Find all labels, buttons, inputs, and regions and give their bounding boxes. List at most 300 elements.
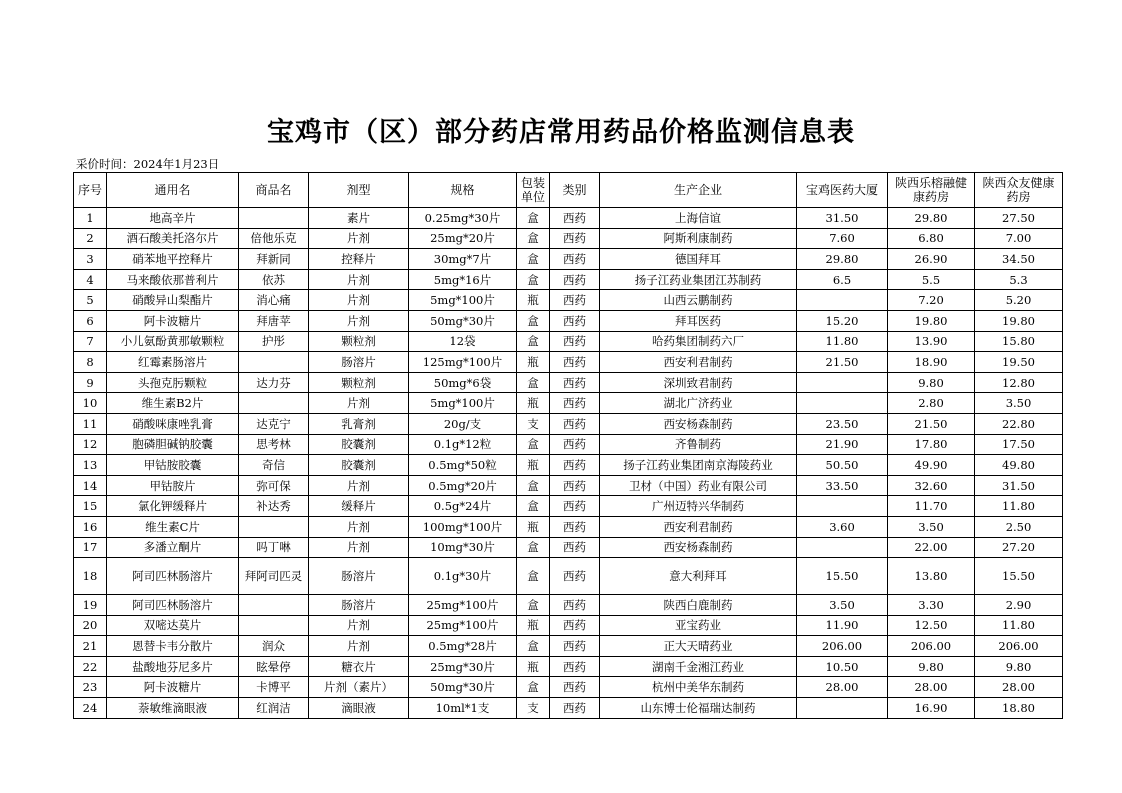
brand-name-cell: 拜阿司匹灵 xyxy=(239,558,309,595)
generic-name-cell: 地高辛片 xyxy=(107,208,239,229)
unit-cell: 盒 xyxy=(517,475,550,496)
dosage-form-cell: 片剂 xyxy=(309,290,409,311)
spec-cell: 125mg*100片 xyxy=(409,352,517,373)
price-cell: 12.50 xyxy=(888,615,975,636)
price-cell: 19.50 xyxy=(975,352,1063,373)
spec-cell: 12袋 xyxy=(409,331,517,352)
unit-cell: 盒 xyxy=(517,537,550,558)
dosage-form-cell: 片剂（素片） xyxy=(309,677,409,698)
dosage-form-cell: 片剂 xyxy=(309,615,409,636)
table-row xyxy=(74,413,1063,434)
price-cell: 13.90 xyxy=(888,331,975,352)
price-cell: 2.80 xyxy=(888,393,975,414)
page-title: 宝鸡市（区）部分药店常用药品价格监测信息表 xyxy=(267,117,855,148)
price-cell: 18.90 xyxy=(888,352,975,373)
unit-cell: 盒 xyxy=(517,331,550,352)
unit-cell: 盒 xyxy=(517,558,550,595)
category-cell: 西药 xyxy=(550,636,600,657)
seq-cell: 8 xyxy=(74,352,107,373)
price-cell: 2.50 xyxy=(975,516,1063,537)
spec-cell: 0.1g*30片 xyxy=(409,558,517,595)
dosage-form-cell: 滴眼液 xyxy=(309,698,409,719)
price-cell: 15.80 xyxy=(975,331,1063,352)
generic-name-cell: 多潘立酮片 xyxy=(107,537,239,558)
unit-cell: 盒 xyxy=(517,228,550,249)
price-cell: 19.80 xyxy=(975,310,1063,331)
generic-name-cell: 盐酸地芬尼多片 xyxy=(107,656,239,677)
unit-cell: 盒 xyxy=(517,595,550,616)
generic-name-cell: 阿卡波糖片 xyxy=(107,310,239,331)
price-cell: 206.00 xyxy=(797,636,888,657)
brand-name-cell xyxy=(239,615,309,636)
table-row xyxy=(74,455,1063,476)
table-row xyxy=(74,249,1063,270)
manufacturer-cell: 西安杨森制药 xyxy=(600,537,797,558)
price-cell: 21.90 xyxy=(797,434,888,455)
price-cell: 15.50 xyxy=(797,558,888,595)
price-cell: 34.50 xyxy=(975,249,1063,270)
table-row xyxy=(74,331,1063,352)
table-row xyxy=(74,636,1063,657)
price-cell xyxy=(797,698,888,719)
category-cell: 西药 xyxy=(550,558,600,595)
category-cell: 西药 xyxy=(550,537,600,558)
price-cell: 15.50 xyxy=(975,558,1063,595)
col-header: 包装单位 xyxy=(517,173,550,208)
manufacturer-cell: 亚宝药业 xyxy=(600,615,797,636)
seq-cell: 4 xyxy=(74,269,107,290)
seq-cell: 10 xyxy=(74,393,107,414)
price-cell xyxy=(797,537,888,558)
table-row xyxy=(74,516,1063,537)
spec-cell: 50mg*30片 xyxy=(409,677,517,698)
col-header: 类别 xyxy=(550,173,600,208)
unit-cell: 瓶 xyxy=(517,455,550,476)
price-cell: 13.80 xyxy=(888,558,975,595)
unit-cell: 瓶 xyxy=(517,290,550,311)
price-cell: 23.50 xyxy=(797,413,888,434)
generic-name-cell: 阿卡波糖片 xyxy=(107,677,239,698)
price-cell: 5.3 xyxy=(975,269,1063,290)
dosage-form-cell: 片剂 xyxy=(309,537,409,558)
category-cell: 西药 xyxy=(550,698,600,719)
brand-name-cell: 护彤 xyxy=(239,331,309,352)
generic-name-cell: 胞磷胆碱钠胶囊 xyxy=(107,434,239,455)
brand-name-cell: 眩晕停 xyxy=(239,656,309,677)
col-header: 剂型 xyxy=(309,173,409,208)
seq-cell: 15 xyxy=(74,496,107,517)
seq-cell: 9 xyxy=(74,372,107,393)
brand-name-cell: 卡博平 xyxy=(239,677,309,698)
unit-cell: 盒 xyxy=(517,249,550,270)
unit-cell: 盒 xyxy=(517,208,550,229)
price-cell: 49.90 xyxy=(888,455,975,476)
spec-cell: 50mg*6袋 xyxy=(409,372,517,393)
unit-cell: 瓶 xyxy=(517,656,550,677)
price-cell: 11.80 xyxy=(975,496,1063,517)
price-cell xyxy=(797,496,888,517)
dosage-form-cell: 片剂 xyxy=(309,636,409,657)
price-cell: 9.80 xyxy=(888,656,975,677)
spec-cell: 100mg*100片 xyxy=(409,516,517,537)
seq-cell: 16 xyxy=(74,516,107,537)
manufacturer-cell: 扬子江药业集团南京海陵药业 xyxy=(600,455,797,476)
category-cell: 西药 xyxy=(550,413,600,434)
unit-cell: 支 xyxy=(517,413,550,434)
seq-cell: 1 xyxy=(74,208,107,229)
brand-name-cell: 弥可保 xyxy=(239,475,309,496)
dosage-form-cell: 片剂 xyxy=(309,475,409,496)
spec-cell: 50mg*30片 xyxy=(409,310,517,331)
unit-cell: 支 xyxy=(517,698,550,719)
category-cell: 西药 xyxy=(550,310,600,331)
manufacturer-cell: 广州迈特兴华制药 xyxy=(600,496,797,517)
price-cell: 3.50 xyxy=(975,393,1063,414)
table-row xyxy=(74,475,1063,496)
category-cell: 西药 xyxy=(550,595,600,616)
seq-cell: 14 xyxy=(74,475,107,496)
brand-name-cell: 倍他乐克 xyxy=(239,228,309,249)
generic-name-cell: 阿司匹林肠溶片 xyxy=(107,558,239,595)
manufacturer-cell: 西安利君制药 xyxy=(600,516,797,537)
category-cell: 西药 xyxy=(550,249,600,270)
spec-cell: 0.5g*24片 xyxy=(409,496,517,517)
table-row xyxy=(74,496,1063,517)
spec-cell: 5mg*100片 xyxy=(409,290,517,311)
col-header: 商品名 xyxy=(239,173,309,208)
category-cell: 西药 xyxy=(550,290,600,311)
generic-name-cell: 甲钴胺胶囊 xyxy=(107,455,239,476)
price-cell: 31.50 xyxy=(975,475,1063,496)
manufacturer-cell: 杭州中美华东制药 xyxy=(600,677,797,698)
spec-cell: 10mg*30片 xyxy=(409,537,517,558)
price-cell: 27.50 xyxy=(975,208,1063,229)
price-cell: 11.90 xyxy=(797,615,888,636)
generic-name-cell: 头孢克肟颗粒 xyxy=(107,372,239,393)
col-header: 陕西乐榕融健康药房 xyxy=(888,173,975,208)
generic-name-cell: 氯化钾缓释片 xyxy=(107,496,239,517)
brand-name-cell: 达克宁 xyxy=(239,413,309,434)
dosage-form-cell: 片剂 xyxy=(309,310,409,331)
unit-cell: 盒 xyxy=(517,434,550,455)
generic-name-cell: 甲钴胺片 xyxy=(107,475,239,496)
brand-name-cell: 润众 xyxy=(239,636,309,657)
dosage-form-cell: 片剂 xyxy=(309,393,409,414)
brand-name-cell: 依苏 xyxy=(239,269,309,290)
spec-cell: 10ml*1支 xyxy=(409,698,517,719)
seq-cell: 23 xyxy=(74,677,107,698)
generic-name-cell: 硝苯地平控释片 xyxy=(107,249,239,270)
col-header: 宝鸡医药大厦 xyxy=(797,173,888,208)
price-cell: 50.50 xyxy=(797,455,888,476)
unit-cell: 瓶 xyxy=(517,352,550,373)
price-cell: 3.60 xyxy=(797,516,888,537)
col-header: 生产企业 xyxy=(600,173,797,208)
price-cell: 6.80 xyxy=(888,228,975,249)
dosage-form-cell: 片剂 xyxy=(309,516,409,537)
spec-cell: 25mg*100片 xyxy=(409,615,517,636)
category-cell: 西药 xyxy=(550,475,600,496)
generic-name-cell: 维生素C片 xyxy=(107,516,239,537)
category-cell: 西药 xyxy=(550,208,600,229)
category-cell: 西药 xyxy=(550,228,600,249)
table-row xyxy=(74,537,1063,558)
spec-cell: 0.25mg*30片 xyxy=(409,208,517,229)
spec-cell: 25mg*20片 xyxy=(409,228,517,249)
collection-time: 采价时间：2024年1月23日 xyxy=(76,157,220,171)
col-header: 规格 xyxy=(409,173,517,208)
brand-name-cell: 拜新同 xyxy=(239,249,309,270)
brand-name-cell: 奇信 xyxy=(239,455,309,476)
seq-cell: 22 xyxy=(74,656,107,677)
unit-cell: 盒 xyxy=(517,372,550,393)
price-cell: 26.90 xyxy=(888,249,975,270)
price-cell: 11.70 xyxy=(888,496,975,517)
price-cell: 19.80 xyxy=(888,310,975,331)
category-cell: 西药 xyxy=(550,516,600,537)
price-table xyxy=(73,172,1063,719)
price-cell: 7.00 xyxy=(975,228,1063,249)
price-cell: 15.20 xyxy=(797,310,888,331)
manufacturer-cell: 湖南千金湘江药业 xyxy=(600,656,797,677)
category-cell: 西药 xyxy=(550,372,600,393)
manufacturer-cell: 意大利拜耳 xyxy=(600,558,797,595)
price-cell: 5.5 xyxy=(888,269,975,290)
dosage-form-cell: 颗粒剂 xyxy=(309,331,409,352)
manufacturer-cell: 德国拜耳 xyxy=(600,249,797,270)
seq-cell: 21 xyxy=(74,636,107,657)
manufacturer-cell: 上海信谊 xyxy=(600,208,797,229)
manufacturer-cell: 扬子江药业集团江苏制药 xyxy=(600,269,797,290)
seq-cell: 13 xyxy=(74,455,107,476)
dosage-form-cell: 胶囊剂 xyxy=(309,434,409,455)
price-cell: 27.20 xyxy=(975,537,1063,558)
spec-cell: 20g/支 xyxy=(409,413,517,434)
dosage-form-cell: 乳膏剂 xyxy=(309,413,409,434)
spec-cell: 30mg*7片 xyxy=(409,249,517,270)
table-row xyxy=(74,310,1063,331)
table-row xyxy=(74,434,1063,455)
price-cell: 31.50 xyxy=(797,208,888,229)
dosage-form-cell: 胶囊剂 xyxy=(309,455,409,476)
dosage-form-cell: 缓释片 xyxy=(309,496,409,517)
category-cell: 西药 xyxy=(550,352,600,373)
price-cell: 17.50 xyxy=(975,434,1063,455)
seq-cell: 12 xyxy=(74,434,107,455)
dosage-form-cell: 糖衣片 xyxy=(309,656,409,677)
manufacturer-cell: 山西云鹏制药 xyxy=(600,290,797,311)
category-cell: 西药 xyxy=(550,496,600,517)
col-header: 序号 xyxy=(74,173,107,208)
seq-cell: 6 xyxy=(74,310,107,331)
price-cell: 9.80 xyxy=(888,372,975,393)
price-cell: 18.80 xyxy=(975,698,1063,719)
price-cell: 12.80 xyxy=(975,372,1063,393)
unit-cell: 盒 xyxy=(517,310,550,331)
price-cell: 11.80 xyxy=(797,331,888,352)
table-row xyxy=(74,677,1063,698)
generic-name-cell: 恩替卡韦分散片 xyxy=(107,636,239,657)
spec-cell: 25mg*100片 xyxy=(409,595,517,616)
generic-name-cell: 双嘧达莫片 xyxy=(107,615,239,636)
price-cell: 32.60 xyxy=(888,475,975,496)
col-header: 通用名 xyxy=(107,173,239,208)
spec-cell: 5mg*100片 xyxy=(409,393,517,414)
price-cell: 2.90 xyxy=(975,595,1063,616)
dosage-form-cell: 素片 xyxy=(309,208,409,229)
dosage-form-cell: 肠溶片 xyxy=(309,352,409,373)
category-cell: 西药 xyxy=(550,677,600,698)
seq-cell: 24 xyxy=(74,698,107,719)
manufacturer-cell: 哈药集团制药六厂 xyxy=(600,331,797,352)
price-cell: 17.80 xyxy=(888,434,975,455)
price-cell: 22.80 xyxy=(975,413,1063,434)
seq-cell: 5 xyxy=(74,290,107,311)
spec-cell: 0.1g*12粒 xyxy=(409,434,517,455)
brand-name-cell: 拜唐苹 xyxy=(239,310,309,331)
generic-name-cell: 萘敏维滴眼液 xyxy=(107,698,239,719)
price-cell: 11.80 xyxy=(975,615,1063,636)
category-cell: 西药 xyxy=(550,615,600,636)
brand-name-cell xyxy=(239,516,309,537)
category-cell: 西药 xyxy=(550,331,600,352)
unit-cell: 盒 xyxy=(517,269,550,290)
generic-name-cell: 小儿氨酚黄那敏颗粒 xyxy=(107,331,239,352)
table-row xyxy=(74,615,1063,636)
brand-name-cell xyxy=(239,595,309,616)
manufacturer-cell: 卫材（中国）药业有限公司 xyxy=(600,475,797,496)
price-cell: 16.90 xyxy=(888,698,975,719)
table-row xyxy=(74,352,1063,373)
table-row xyxy=(74,393,1063,414)
spec-cell: 25mg*30片 xyxy=(409,656,517,677)
price-cell: 9.80 xyxy=(975,656,1063,677)
price-cell: 3.50 xyxy=(797,595,888,616)
seq-cell: 2 xyxy=(74,228,107,249)
manufacturer-cell: 阿斯利康制药 xyxy=(600,228,797,249)
price-cell: 3.50 xyxy=(888,516,975,537)
price-cell: 206.00 xyxy=(975,636,1063,657)
table-row xyxy=(74,372,1063,393)
price-cell: 10.50 xyxy=(797,656,888,677)
seq-cell: 7 xyxy=(74,331,107,352)
table-row xyxy=(74,656,1063,677)
category-cell: 西药 xyxy=(550,393,600,414)
unit-cell: 瓶 xyxy=(517,516,550,537)
category-cell: 西药 xyxy=(550,455,600,476)
price-cell: 29.80 xyxy=(888,208,975,229)
brand-name-cell: 红润洁 xyxy=(239,698,309,719)
price-cell: 6.5 xyxy=(797,269,888,290)
table-row xyxy=(74,698,1063,719)
dosage-form-cell: 片剂 xyxy=(309,228,409,249)
brand-name-cell: 达力芬 xyxy=(239,372,309,393)
price-cell: 28.00 xyxy=(888,677,975,698)
price-cell: 21.50 xyxy=(888,413,975,434)
manufacturer-cell: 湖北广济药业 xyxy=(600,393,797,414)
brand-name-cell: 补达秀 xyxy=(239,496,309,517)
unit-cell: 瓶 xyxy=(517,615,550,636)
table-row xyxy=(74,595,1063,616)
price-cell: 21.50 xyxy=(797,352,888,373)
brand-name-cell: 吗丁啉 xyxy=(239,537,309,558)
manufacturer-cell: 深圳致君制药 xyxy=(600,372,797,393)
category-cell: 西药 xyxy=(550,656,600,677)
unit-cell: 盒 xyxy=(517,496,550,517)
seq-cell: 11 xyxy=(74,413,107,434)
generic-name-cell: 硝酸咪康唑乳膏 xyxy=(107,413,239,434)
price-cell: 5.20 xyxy=(975,290,1063,311)
brand-name-cell: 思考林 xyxy=(239,434,309,455)
price-cell: 206.00 xyxy=(888,636,975,657)
generic-name-cell: 硝酸异山梨酯片 xyxy=(107,290,239,311)
spec-cell: 0.5mg*28片 xyxy=(409,636,517,657)
brand-name-cell xyxy=(239,393,309,414)
seq-cell: 20 xyxy=(74,615,107,636)
price-cell: 28.00 xyxy=(975,677,1063,698)
unit-cell: 盒 xyxy=(517,677,550,698)
price-cell xyxy=(797,372,888,393)
table-row xyxy=(74,269,1063,290)
seq-cell: 17 xyxy=(74,537,107,558)
spec-cell: 0.5mg*20片 xyxy=(409,475,517,496)
price-cell xyxy=(797,393,888,414)
table-row xyxy=(74,228,1063,249)
manufacturer-cell: 山东博士伦福瑞达制药 xyxy=(600,698,797,719)
category-cell: 西药 xyxy=(550,434,600,455)
price-cell: 49.80 xyxy=(975,455,1063,476)
manufacturer-cell: 陕西白鹿制药 xyxy=(600,595,797,616)
price-cell: 28.00 xyxy=(797,677,888,698)
seq-cell: 3 xyxy=(74,249,107,270)
brand-name-cell xyxy=(239,208,309,229)
col-header: 陕西众友健康药房 xyxy=(975,173,1063,208)
spec-cell: 5mg*16片 xyxy=(409,269,517,290)
brand-name-cell: 消心痛 xyxy=(239,290,309,311)
manufacturer-cell: 西安杨森制药 xyxy=(600,413,797,434)
price-cell: 33.50 xyxy=(797,475,888,496)
price-cell: 7.20 xyxy=(888,290,975,311)
manufacturer-cell: 齐鲁制药 xyxy=(600,434,797,455)
generic-name-cell: 酒石酸美托洛尔片 xyxy=(107,228,239,249)
generic-name-cell: 维生素B2片 xyxy=(107,393,239,414)
table-row xyxy=(74,558,1063,595)
seq-cell: 19 xyxy=(74,595,107,616)
category-cell: 西药 xyxy=(550,269,600,290)
dosage-form-cell: 肠溶片 xyxy=(309,595,409,616)
table-row xyxy=(74,290,1063,311)
dosage-form-cell: 颗粒剂 xyxy=(309,372,409,393)
unit-cell: 盒 xyxy=(517,636,550,657)
manufacturer-cell: 西安利君制药 xyxy=(600,352,797,373)
dosage-form-cell: 片剂 xyxy=(309,269,409,290)
manufacturer-cell: 正大天晴药业 xyxy=(600,636,797,657)
table-row xyxy=(74,208,1063,229)
generic-name-cell: 阿司匹林肠溶片 xyxy=(107,595,239,616)
price-cell: 22.00 xyxy=(888,537,975,558)
price-cell: 7.60 xyxy=(797,228,888,249)
unit-cell: 瓶 xyxy=(517,393,550,414)
dosage-form-cell: 肠溶片 xyxy=(309,558,409,595)
generic-name-cell: 红霉素肠溶片 xyxy=(107,352,239,373)
price-cell: 29.80 xyxy=(797,249,888,270)
seq-cell: 18 xyxy=(74,558,107,595)
generic-name-cell: 马来酸依那普利片 xyxy=(107,269,239,290)
table-header-row xyxy=(74,173,1063,208)
manufacturer-cell: 拜耳医药 xyxy=(600,310,797,331)
brand-name-cell xyxy=(239,352,309,373)
price-cell xyxy=(797,290,888,311)
